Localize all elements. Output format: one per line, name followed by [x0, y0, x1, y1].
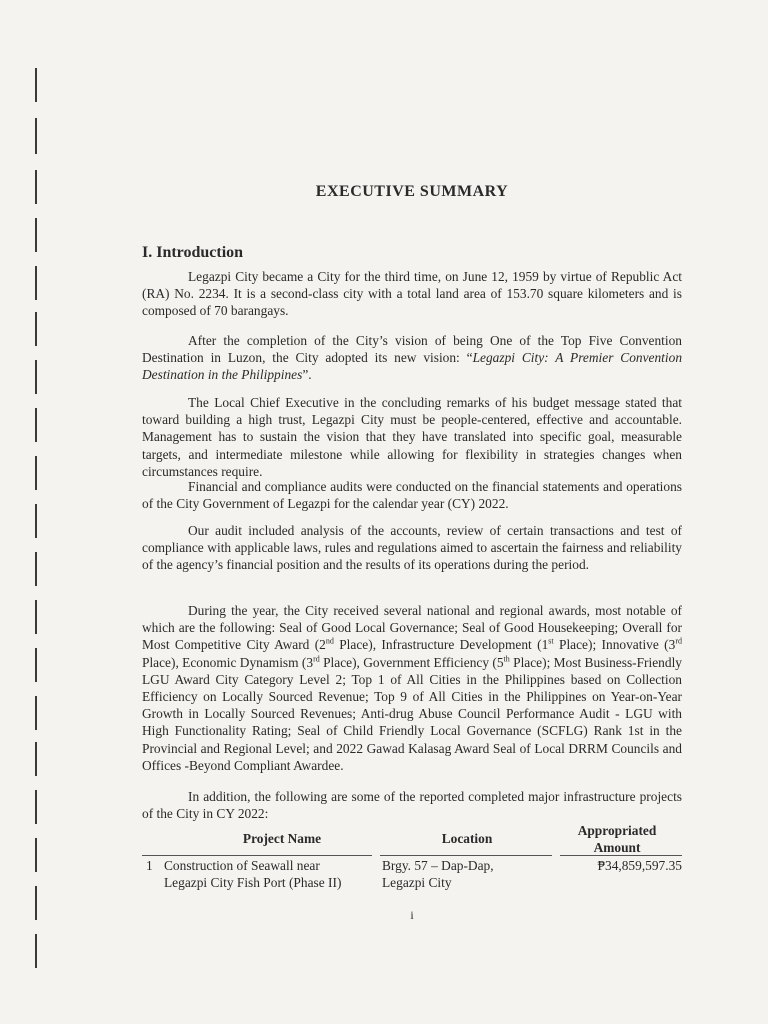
binder-mark — [35, 504, 37, 538]
row-number: 1 — [146, 858, 153, 873]
row-amount: ₱34,859,597.35 — [597, 858, 682, 873]
vision-text: After the completion of the City’s vision of being One of the Top Five Convention Destination in Luzon, the City adopted its new vision: “ — [142, 333, 682, 366]
awards-text: Place); Most Business-Friendly LGU Award City Category Level 2; Top 1 of All Cities in the Philippines based on Collection Efficiency on Locally Sourced Revenue; Top 9 of All Cities in the Philippines on Year-on-Year Growth in Locally Sourced Revenues; Anti-drug Abuse Council Performance Audit - LGU with High Functionality Rating; Seal of Child Friendly Local Governance (SCFLG) Rank 1st in the Provincial and Regional Level; and 2022 Gawad Kalasag Award Seal of Local DRRM Councils and Offices -Beyond Compliant Awardee. — [142, 654, 682, 773]
header-amount-line1: Appropriated — [577, 823, 657, 838]
row-project-line1: Construction of Seawall near — [164, 858, 320, 873]
paragraph-audit-analysis: Our audit included analysis of the accounts, review of certain transactions and test of compliance with applicable laws, rules and regulations aimed to ascertain the fairness and reliability of the agency’s financial position and the results of its operations during the period. — [142, 523, 682, 573]
awards-text: During the year, the City received several national and regional awards, most notable of which are the following: Seal of Good Local Governance; Seal of Good Housekeeping; Overall for Most Competitive City Award (2 — [142, 603, 682, 653]
binder-mark — [35, 838, 37, 872]
paragraph-audit-scope: Financial and compliance audits were conducted on the financial statements and operations of the City Government of Legazpi for the calendar year (CY) 2022. — [142, 479, 682, 512]
binder-mark — [35, 552, 37, 586]
binder-mark — [35, 934, 37, 968]
header-project-name: Project Name — [242, 831, 322, 846]
binder-mark — [35, 696, 37, 730]
binder-mark — [35, 68, 37, 102]
paragraph-intro: Legazpi City became a City for the third time, on June 12, 1959 by virtue of Republic Act (RA) No. 2234. It is a second-class city with a total land area of 153.70 square kilometers and is composed of 70 barangays. — [142, 269, 682, 319]
section-heading: I. Introduction — [142, 244, 244, 261]
binder-mark — [35, 790, 37, 824]
paragraph-infrastructure: In addition, the following are some of the reported completed major infrastructure projects of the City in CY 2022: — [142, 789, 682, 822]
awards-sup: th — [503, 654, 510, 664]
binder-mark — [35, 742, 37, 776]
binder-mark — [35, 218, 37, 252]
binder-mark — [35, 266, 37, 300]
page-title: EXECUTIVE SUMMARY — [315, 183, 509, 200]
row-location-line2: Legazpi City — [382, 875, 452, 890]
awards-text: Place); Innovative (3 — [553, 637, 676, 653]
page-number: i — [410, 908, 414, 922]
binder-mark — [35, 648, 37, 682]
binder-mark — [35, 886, 37, 920]
paragraph-awards — [142, 602, 682, 774]
vision-text-end: ”. — [302, 367, 312, 383]
binder-mark — [35, 118, 37, 154]
awards-sup: nd — [325, 636, 334, 646]
row-project-line2: Legazpi City Fish Port (Phase II) — [164, 875, 342, 890]
binder-mark — [35, 170, 37, 204]
binder-mark — [35, 360, 37, 394]
table-header-rule — [142, 855, 372, 856]
awards-sup: rd — [313, 654, 320, 664]
table-header-rule — [380, 855, 552, 856]
vision-quote: Legazpi City: A Premier Convention Destination in the Philippines — [142, 350, 683, 383]
paragraph-vision — [142, 332, 682, 384]
awards-sup: st — [548, 636, 554, 646]
paragraph-lce-remarks: The Local Chief Executive in the concluding remarks of his budget message stated that toward building a high trust, Legazpi City must be people-centered, effective and accountable. Management has to sustain the vision that they have translated into specific goal, measurable targets, and intermediate milestone while allowing for flexibility in strategies changes when circumstances require. — [142, 395, 682, 479]
row-location-line1: Brgy. 57 – Dap-Dap, — [382, 858, 494, 873]
binder-mark — [35, 600, 37, 634]
binder-mark — [35, 312, 37, 346]
binder-mark — [35, 408, 37, 442]
awards-text: Place), Economic Dynamism (3 — [142, 654, 314, 670]
header-location: Location — [441, 831, 493, 846]
awards-text: Place), Infrastructure Development (1 — [333, 637, 549, 653]
awards-sup: rd — [675, 636, 682, 646]
binder-mark — [35, 456, 37, 490]
table-header-rule — [560, 855, 682, 856]
header-amount-line2: Amount — [593, 840, 641, 855]
awards-text: Place), Government Efficiency (5 — [319, 654, 504, 670]
